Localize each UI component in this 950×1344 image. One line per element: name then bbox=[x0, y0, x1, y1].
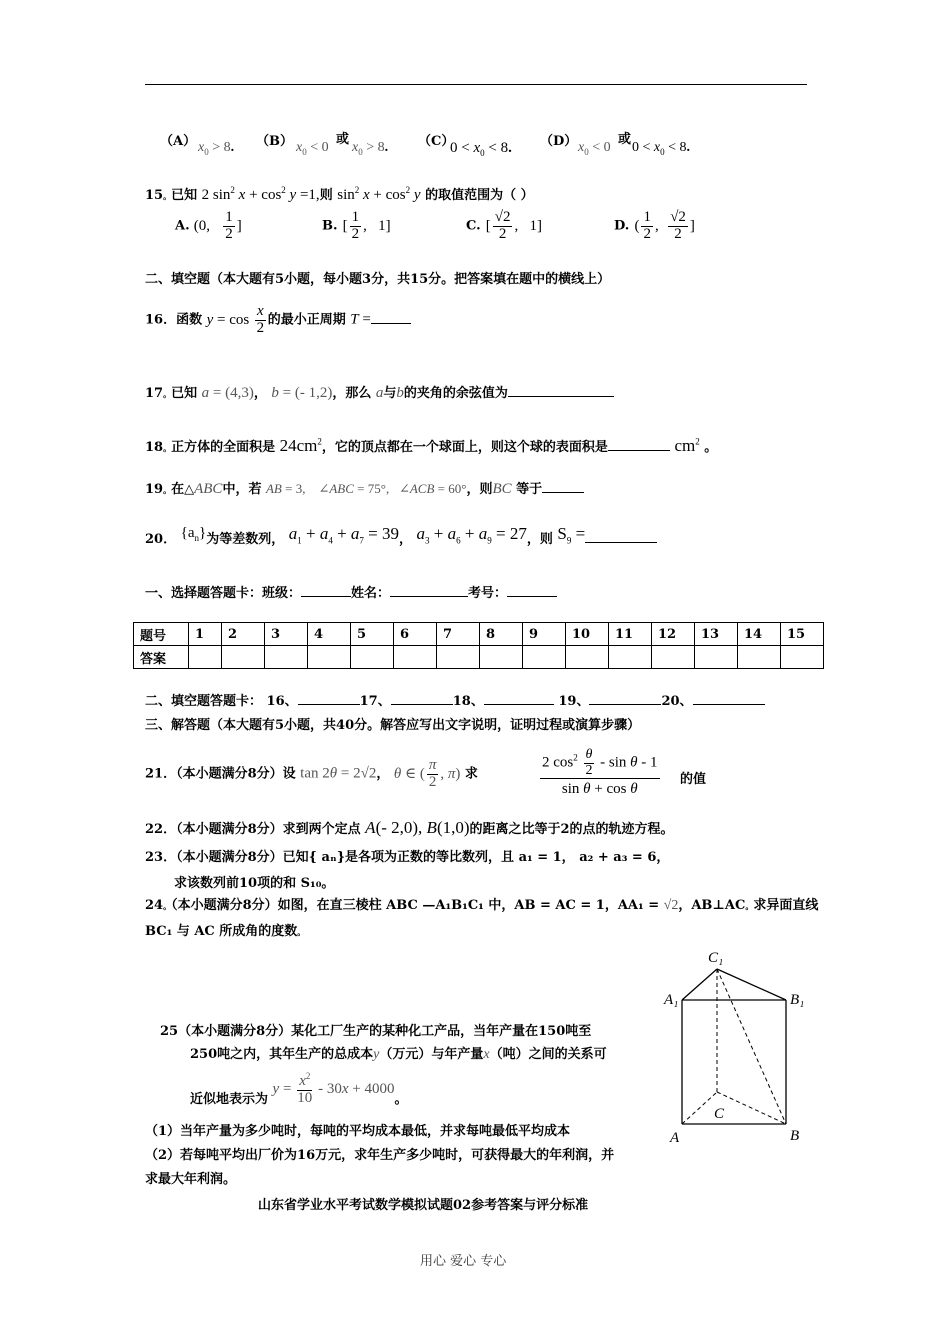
answer-cell[interactable] bbox=[695, 646, 738, 669]
label-a1: A₁ bbox=[664, 992, 679, 1008]
label-c1: C₁ bbox=[708, 950, 724, 966]
q25-line1: 25（本小题满分8分）某化工厂生产的某种化工产品，当年产量在150吨至 bbox=[160, 1024, 592, 1039]
fill-card: 二、填空题答题卡： 16、 17、 18、 19、 20、 bbox=[145, 690, 765, 709]
answer-cell[interactable] bbox=[394, 646, 437, 669]
q23-line1: 23．（本小题满分8分）已知{ aₙ}是各项为正数的等比数列，且 a₁ = 1， a₂ + a₃ = 6， bbox=[145, 850, 670, 865]
q25-part2: （2）若每吨平均出厂价为16万元，求年生产多少吨时，可获得最大的年利润，并 bbox=[145, 1148, 615, 1163]
q14-option-d-math2: $0 < x_0 < 8$. bbox=[632, 140, 691, 157]
answer-cell[interactable] bbox=[480, 646, 523, 669]
answer-cell[interactable] bbox=[222, 646, 265, 669]
answer-cell[interactable] bbox=[351, 646, 394, 669]
table-cell: 11 bbox=[609, 623, 652, 646]
table-cell: 12 bbox=[652, 623, 695, 646]
q14-options bbox=[160, 130, 196, 149]
q19: 19。在△ABC中，若 AB = 3, ∠ABC = 75°, ∠ACB = 60°，则BC 等于 bbox=[145, 478, 584, 498]
q25-line3: 近似地表示为 y = $\frac{x^2}{10}$ - 30x + 4000。 bbox=[190, 1071, 408, 1107]
q14-option-b-math2: $x_0 > 8$. bbox=[352, 140, 389, 157]
table-cell: 5 bbox=[351, 623, 394, 646]
answer-cell[interactable] bbox=[265, 646, 308, 669]
table-cell: 7 bbox=[437, 623, 480, 646]
table-cell: 13 bbox=[695, 623, 738, 646]
table-cell: 2 bbox=[222, 623, 265, 646]
table-cell: 4 bbox=[308, 623, 351, 646]
label-c: C bbox=[714, 1106, 725, 1122]
table-cell: 3 bbox=[265, 623, 308, 646]
q25-line2: 250吨之内，其年生产的总成本y（万元）与年产量x（吨）之间的关系可 bbox=[190, 1047, 607, 1062]
answer-table-row-numbers bbox=[134, 623, 824, 646]
section2-title: 二、填空题（本大题有5小题，每小题3分，共15分。把答案填在题中的横线上） bbox=[145, 272, 611, 287]
q25-part1: （1）当年产量为多少吨时，每吨的平均成本最低，并求每吨最低平均成本 bbox=[145, 1124, 571, 1139]
section3-title: 三、解答题（本大题有5小题，共40分。解答应写出文字说明，证明过程或演算步骤） bbox=[145, 718, 641, 733]
q20: 20． $\{a_n\}$为等差数列， $a_1 + a_4 + a_7 = 39$， $a_3 + a_6 + a_9 = 27$，则 $S_9$ = bbox=[145, 528, 657, 549]
edge-c-b bbox=[717, 1092, 786, 1124]
table-cell: 9 bbox=[523, 623, 566, 646]
q24-line2: BC₁ 与 AC 所成角的度数。 bbox=[145, 924, 306, 939]
answer-cell[interactable] bbox=[738, 646, 781, 669]
q14-option-a-math: $x_0 > 8$. bbox=[198, 140, 235, 157]
q14-option-a-label: （A） bbox=[160, 134, 197, 149]
q21-fraction: 2 $\cos^2$ $\frac{\theta}{2}$ - sin θ - 1 sin θ + cos θ bbox=[542, 747, 658, 798]
page-footer: 用心 爱心 专心 bbox=[420, 1254, 507, 1269]
q14-option-d-or: 或 bbox=[618, 132, 632, 147]
answer-cell[interactable] bbox=[437, 646, 480, 669]
q14-option-c-math: $0 < x_0 < 8$. bbox=[450, 140, 512, 158]
q17: 17。已知 a = (4,3)， b = (- 1,2)，那么 a与b的夹角的余弦值为 bbox=[145, 382, 614, 402]
q15-number: 15 bbox=[145, 188, 164, 203]
q23-line2: 求该数列前10项的和 S₁₀。 bbox=[174, 876, 335, 891]
q14-option-c-label: （C） bbox=[418, 134, 455, 149]
label-b: B bbox=[790, 1128, 800, 1144]
q24-line1: 24。（本小题满分8分）如图，在直三棱柱 ABC —A₁B₁C₁ 中，AB = AC = 1，AA₁ = √2，AB⊥AC。求异面直线 bbox=[145, 898, 819, 913]
answer-cell[interactable] bbox=[566, 646, 609, 669]
q16: 16．函数 y = cos $\frac{x}{2}$ 的最小正周期 T = bbox=[145, 304, 411, 337]
answer-cell[interactable] bbox=[652, 646, 695, 669]
label-b1: B₁ bbox=[790, 992, 805, 1008]
q14-option-d-math1: $x_0 < 0$ bbox=[578, 140, 611, 157]
answer-cell[interactable] bbox=[781, 646, 824, 669]
q25-part3: 求最大年利润。 bbox=[145, 1172, 237, 1187]
edge-a1-c1 bbox=[682, 969, 717, 1000]
q15-option-b: B. [ $\frac{1}{2}$ , 1] bbox=[322, 209, 391, 242]
edge-b-c1 bbox=[717, 969, 786, 1124]
table-cell: 14 bbox=[738, 623, 781, 646]
answer-section-title: 山东省学业水平考试数学模拟试题02参考答案与评分标准 bbox=[258, 1198, 589, 1213]
header-rule bbox=[145, 84, 807, 85]
table-header-answer: 答案 bbox=[134, 646, 189, 669]
table-header-number: 题号 bbox=[134, 623, 189, 646]
label-a: A bbox=[670, 1130, 680, 1146]
table-cell: 6 bbox=[394, 623, 437, 646]
prism-figure bbox=[660, 940, 820, 1150]
q15-stem: 15。已知 2 $\sin^2 x + \cos^2 y =1$,则 $\sin^2 x + \cos^2 y$ 的取值范围为（ ） bbox=[145, 185, 534, 203]
table-cell: 15 bbox=[781, 623, 824, 646]
q15-options: A. (0, $\frac{1}{2}$ ] bbox=[175, 209, 242, 242]
q15-option-c: C. [ $\frac{√2}{2}$ , 1] bbox=[466, 209, 542, 242]
q14-option-b-or: 或 bbox=[336, 132, 350, 147]
edge-c1-b1 bbox=[717, 969, 786, 1000]
answer-card-header: 一、选择题答题卡：班级： 姓名： 考号： bbox=[145, 582, 557, 601]
answer-cell[interactable] bbox=[189, 646, 222, 669]
table-cell: 10 bbox=[566, 623, 609, 646]
q21: 21．（本小题满分8分）设 tan 2θ = 2√2， θ ∈ ( $\frac{\pi}{2}$ , π) 求 bbox=[145, 757, 478, 790]
q15-option-d: D. ( $\frac{1}{2}$ , $\frac{√2}{2}$ ] bbox=[614, 209, 695, 242]
answer-cell[interactable] bbox=[308, 646, 351, 669]
q14-option-d-label: （D） bbox=[540, 134, 578, 149]
edge-a-c bbox=[682, 1092, 717, 1124]
q22: 22．（本小题满分8分）求到两个定点 A(- 2,0), B(1,0)的距离之比等于2的点的轨迹方程。 bbox=[145, 818, 674, 837]
answer-table-row-answers bbox=[134, 646, 824, 669]
table-cell: 8 bbox=[480, 623, 523, 646]
q21-suffix: 的值 bbox=[680, 772, 707, 787]
q14-option-b-math1: $x_0 < 0$ bbox=[296, 140, 329, 157]
answer-cell[interactable] bbox=[523, 646, 566, 669]
q18: 18。正方体的全面积是 $24cm^2$，它的顶点都在一个球面上，则这个球的表面积是 $cm^2$ 。 bbox=[145, 436, 718, 455]
answer-table bbox=[133, 622, 824, 669]
answer-cell[interactable] bbox=[609, 646, 652, 669]
table-cell: 1 bbox=[189, 623, 222, 646]
q14-option-b-label: （B） bbox=[256, 134, 293, 149]
